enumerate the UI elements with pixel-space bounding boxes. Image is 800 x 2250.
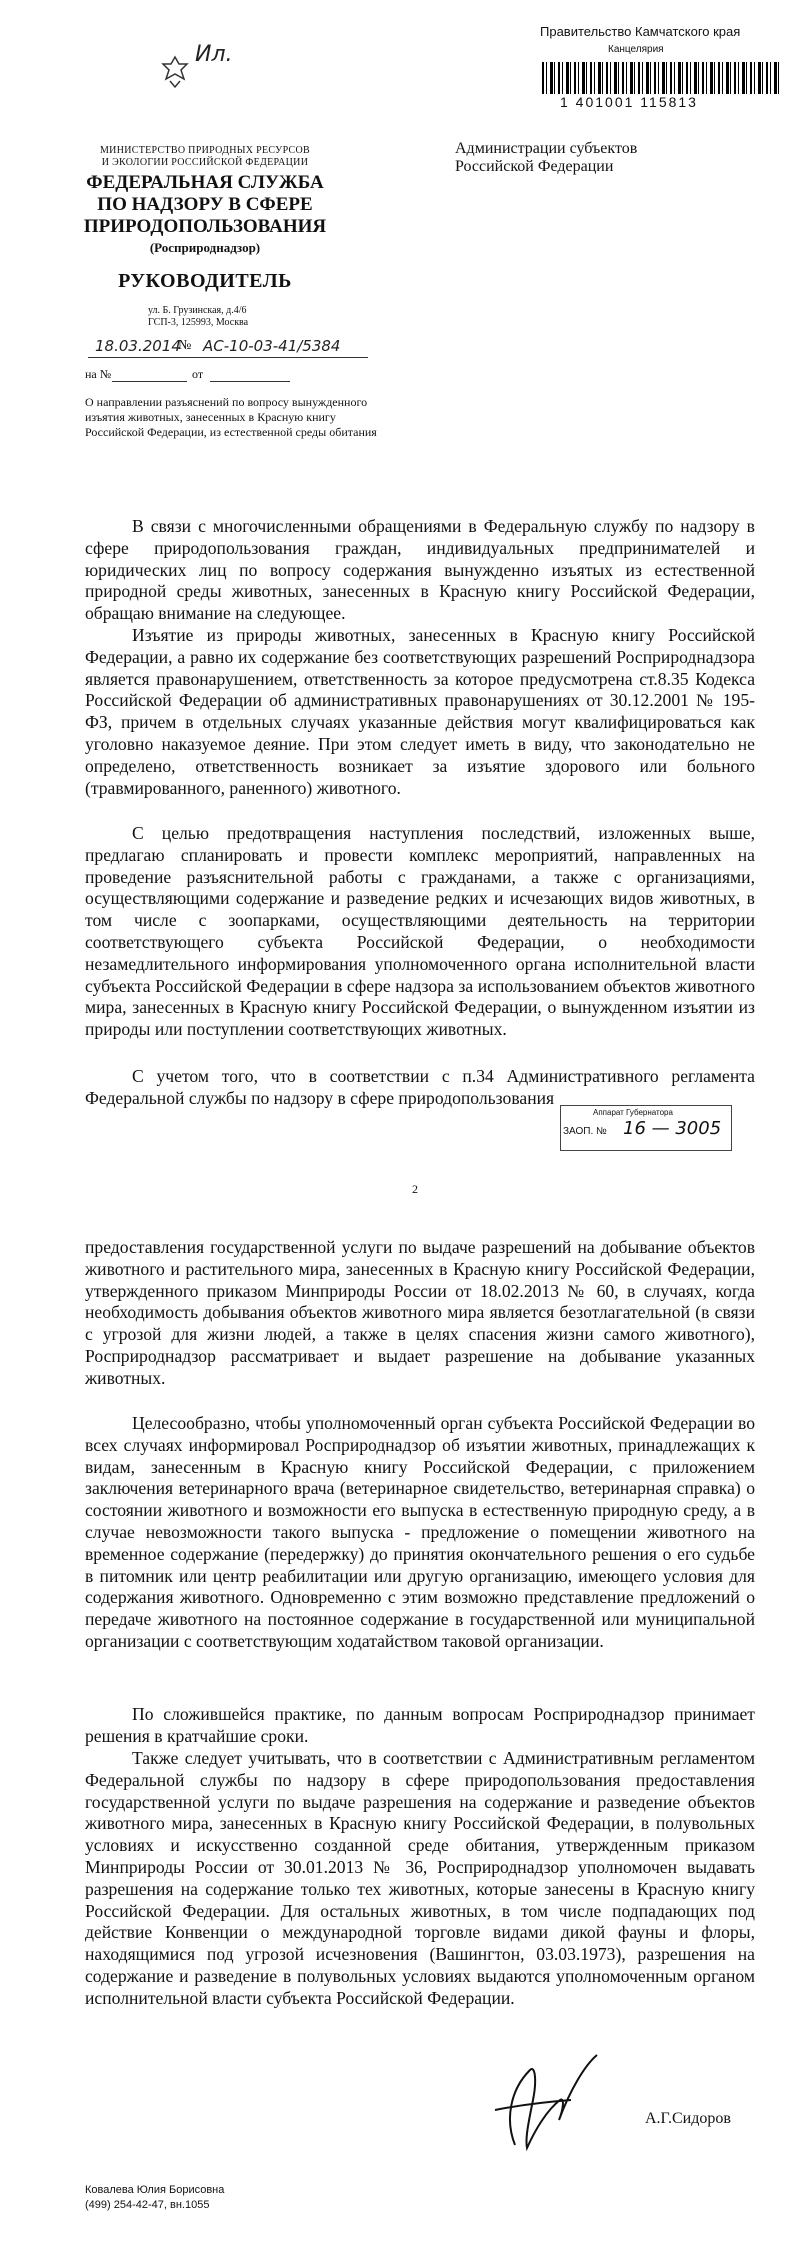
stamp-organization: Правительство Камчатского края (540, 24, 741, 39)
letter-number: АС-10-03-41/5384 (203, 337, 341, 355)
recipient: Администрации субъектов Российской Федерации (455, 140, 638, 175)
signer-name: А.Г.Сидоров (645, 2110, 731, 2127)
on-number-label: на № (85, 367, 112, 381)
paragraph-3: С целью предотвращения наступления последствий, изложенных выше, предлагаю спланировать и провести комплекс мероприятий, направленных на проведение разъяснительной работы с гражданами, а также с организациями, осуществляющими содержание и разведение редких и исчезающих видов животных, в том числе с зоопарками, осуществляющими деятельность на территории соответствующего субъекта Российской Федерации, о необходимости незамедлительного информирования уполномоченного органа исполнительной власти субъекта Российской Федерации в сфере надзора за использованием объектов животного мира, занесенных в Красную книгу Российской Федерации, о вынужденном изъятии из природы или поступлении соответствующих животных. (85, 823, 755, 1040)
letter-date: 18.03.2014 (95, 337, 181, 355)
ministry-name: МИНИСТЕРСТВО ПРИРОДНЫХ РЕСУРСОВ И ЭКОЛОГИИ РОССИЙСКОЙ ФЕДЕРАЦИИ (99, 145, 311, 168)
registration-office: Аппарат Губернатора (593, 1108, 673, 1117)
stamp-department: Канцелярия (608, 44, 664, 55)
from-label: от (192, 367, 204, 381)
handwritten-signature (475, 2050, 615, 2160)
paragraph-2: Изъятие из природы животных, занесенных в Красную книгу Российской Федерации, а равно их содержание без соответствующих разрешений Росприроднадзора является правонарушением, ответственность за которое предусмотрена ст.8.35 Кодекса Российской Федерации об административных правонарушениях от 30.12.2001 № 195-ФЗ, причем в отдельных случаях указанные действия могут квалифицироваться как уголовно наказуемое деяние. При этом следует иметь в виду, что законодательно не определено, ответственность возникает за изъятие здорового или больного (травмированного, раненного) животного. (85, 625, 755, 798)
executor-phone: (499) 254-42-47, вн.1055 (85, 2199, 210, 2211)
page-number: 2 (412, 1182, 418, 1196)
paragraph-7: По сложившейся практике, по данным вопросам Росприроднадзор принимает решения в кратчайшие сроки. (85, 1704, 755, 1746)
registration-label: ЗАОП. № (563, 1126, 607, 1137)
barcode (542, 62, 782, 94)
head-title: РУКОВОДИТЕЛЬ (118, 270, 292, 292)
registration-stamp (560, 1105, 732, 1151)
registration-number: 16 — 3005 (623, 1118, 722, 1139)
executor (85, 2183, 224, 2213)
service-name: ФЕДЕРАЛЬНАЯ СЛУЖБА ПО НАДЗОРУ В СФЕРЕ ПРИРОДОПОЛЬЗОВАНИЯ (83, 172, 327, 237)
paragraph-8: Также следует учитывать, что в соответствии с Административным регламентом Федеральной службы по надзору в сфере природопользования предоставления государственной услуги по выдаче разрешения на содержание и разведение объектов животного мира, занесенных в Красную книгу Российской Федерации, в полувольных условиях и искусственно созданной среде обитания, утвержденным приказом Минприроды России от 30.01.2013 № 36, Росприроднадзор уполномочен выдавать разрешения на содержание только тех животных, которые занесены в Красную книгу Российской Федерации. Для остальных животных, в том числе подпадающих под действие Конвенции о международной торговле видами дикой фауны и флоры, находящимися под угрозой исчезновения (Вашингтон, 03.03.1973), разрешения на содержание и разведение в полувольных условиях выдаются уполномоченным органом исполнительной власти субъекта Российской Федерации. (85, 1748, 755, 2008)
service-short-name: (Росприроднадзор) (149, 240, 261, 255)
paragraph-1: В связи с многочисленными обращениями в Федеральную службу по надзору в сфере природопользования граждан, индивидуальных предпринимателей и юридических лиц по вопросу содержания вынужденно изъятых из естественной природной среды животных, занесенных в Красную книгу Российской Федерации, обращаю внимание на следующее. (85, 516, 755, 624)
paragraph-6: Целесообразно, чтобы уполномоченный орган субъекта Российской Федерации во всех случаях информировал Росприроднадзор об изъятии животных, принадлежащих к видам, занесенным в Красную книгу Российской Федерации, с приложением заключения ветеринарного врача (ветеринарное свидетельство, ветеринарная справка) о состоянии животного и возможности его выпуска в естественную природную среду, а в случае невозможности такого выпуска - предложение о помещении животного на временное содержание (передержку) до принятия окончательного решения о его судьбе в питомник или центр реабилитации или другую организацию, имеющего условия для содержания животного. Одновременно с этим возможно представление предложений о передаче животного на постоянное содержание в государственной или муниципальной организации с соответствующим ходатайством таковой организации. (85, 1413, 755, 1651)
number-label: № (178, 338, 192, 353)
barcode-number: 1 401001 115813 (556, 94, 702, 110)
paragraph-5: предоставления государственной услуги по выдаче разрешений на добывание объектов животного и растительного мира, занесенных в Красную книгу Российской Федерации, утвержденного приказом Минприроды России от 18.02.2013 № 60, в случаях, когда необходимость добывания объектов животного мира является безотлагательной (в связи с угрозой для жизни людей, а также в целях спасения жизни самого животного), Росприроднадзор рассматривает и выдает разрешение на добывание указанных животных. (85, 1237, 755, 1388)
address: ул. Б. Грузинская, д.4/6 ГСП-3, 125993, Москва (148, 305, 249, 328)
handwritten-note: Ил. (195, 42, 233, 67)
incoming-stamp (536, 24, 794, 108)
emblem-icon (160, 55, 190, 89)
paragraph-4: С учетом того, что в соответствии с п.34 Административного регламента Федеральной службы по надзору в сфере природопользования (85, 1066, 755, 1108)
executor-name: Ковалева Юлия Борисовна (85, 2184, 225, 2196)
on-number-line (112, 381, 187, 382)
from-line (210, 381, 290, 382)
date-number-underline (88, 357, 368, 358)
subject: О направлении разъяснений по вопросу вынужденного изъятия животных, занесенных в Красную книгу Российской Федерации, из естественной среды обитания (85, 395, 377, 439)
